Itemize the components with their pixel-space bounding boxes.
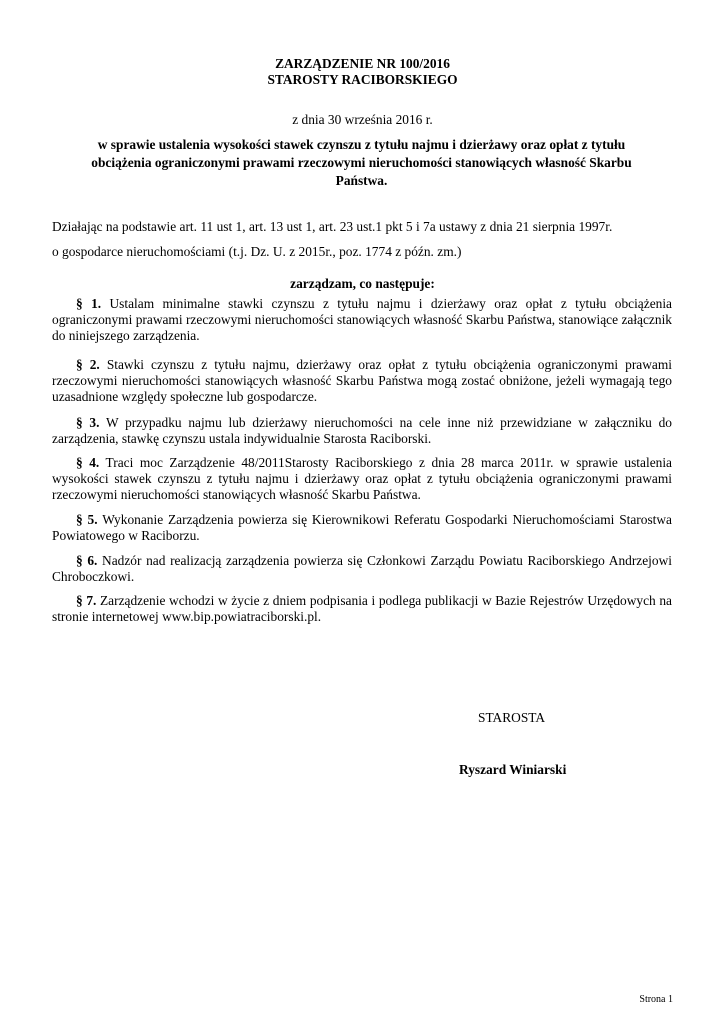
paragraph-number: § 5. bbox=[76, 512, 98, 527]
legal-basis-line2: o gospodarce nieruchomościami (t.j. Dz. U. z 2015r., poz. 1774 z późn. zm.) bbox=[52, 244, 462, 259]
document-subject bbox=[48, 136, 675, 190]
paragraph-6 bbox=[52, 553, 672, 585]
paragraph-2 bbox=[52, 357, 672, 406]
paragraph-text: Traci moc Zarządzenie 48/2011Starosty Raciborskiego z dnia 28 marca 2011r. w sprawie ustalenia wysokości stawek czynszu z tytułu najmu i dzierżawy oraz opłat z tytułu obciążenia ograniczonymi prawami rzeczowymi nieruchomości stanowiących własność Skarbu Państwa. bbox=[52, 455, 672, 503]
signature-title: STAROSTA bbox=[478, 710, 546, 725]
paragraph-text: Wykonanie Zarządzenia powierza się Kierownikowi Referatu Gospodarki Nieruchomościami Starostwa Powiatowego w Raciborzu. bbox=[52, 512, 672, 544]
subject-line1: w sprawie ustalenia wysokości stawek czynszu z tytułu najmu i dzierżawy oraz opłat z tytułu bbox=[97, 137, 626, 152]
paragraph-1 bbox=[52, 296, 672, 345]
paragraph-number: § 6. bbox=[76, 553, 98, 568]
paragraph-text: Ustalam minimalne stawki czynszu z tytułu najmu i dzierżawy oraz opłat z tytułu obciążenia ograniczonymi prawami rzeczowymi nieruchomości stanowiących własność Skarbu Państwa, stanowiące załącznik do niniejszego zarządzenia. bbox=[52, 296, 672, 344]
document-title-line2: STAROSTY RACIBORSKIEGO bbox=[267, 72, 458, 87]
paragraph-4 bbox=[52, 455, 672, 504]
paragraph-number: § 2. bbox=[76, 357, 100, 372]
paragraph-number: § 4. bbox=[76, 455, 100, 470]
legal-basis-line1: Działając na podstawie art. 11 ust 1, art. 13 ust 1, art. 23 ust.1 pkt 5 i 7a ustawy z dnia 21 sierpnia 1997r. bbox=[52, 219, 613, 234]
subject-line3: Państwa. bbox=[335, 173, 388, 188]
paragraph-text: Nadzór nad realizacją zarządzenia powierza się Członkowi Zarządu Powiatu Raciborskiego Andrzejowi Chroboczkowi. bbox=[52, 553, 672, 585]
paragraph-7 bbox=[52, 593, 672, 625]
paragraph-text: Zarządzenie wchodzi w życie z dniem podpisania i podlega publikacji w Bazie Rejestrów Urzędowych na stronie internetowej www.bip.powiatraciborski.pl. bbox=[52, 593, 672, 625]
document-title-line1: ZARZĄDZENIE NR 100/2016 bbox=[275, 56, 450, 71]
page-number: Strona 1 bbox=[639, 994, 673, 1005]
paragraph-text: Stawki czynszu z tytułu najmu, dzierżawy oraz opłat z tytułu obciążenia ograniczonymi prawami rzeczowymi nieruchomości stanowiących własność Skarbu Państwa mogą zostać obniżone, jeżeli wymagają tego uzasadnione względy społeczne lub gospodarcze. bbox=[52, 357, 672, 405]
paragraph-number: § 1. bbox=[76, 296, 102, 311]
paragraph-3 bbox=[52, 415, 672, 447]
paragraph-number: § 3. bbox=[76, 415, 100, 430]
ordain-heading: zarządzam, co następuje: bbox=[290, 276, 435, 291]
paragraph-text: W przypadku najmu lub dzierżawy nieruchomości na cele inne niż przewidziane w załączniku do zarządzenia, stawkę czynszu ustala indywidualnie Starosta Raciborski. bbox=[52, 415, 672, 447]
paragraph-number: § 7. bbox=[76, 593, 97, 608]
paragraph-5 bbox=[52, 512, 672, 544]
signature-name: Ryszard Winiarski bbox=[459, 762, 567, 777]
document-date: z dnia 30 września 2016 r. bbox=[292, 112, 433, 127]
subject-line2: obciążenia ograniczonymi prawami rzeczowymi nieruchomości stanowiących własność Skarbu bbox=[91, 155, 632, 170]
